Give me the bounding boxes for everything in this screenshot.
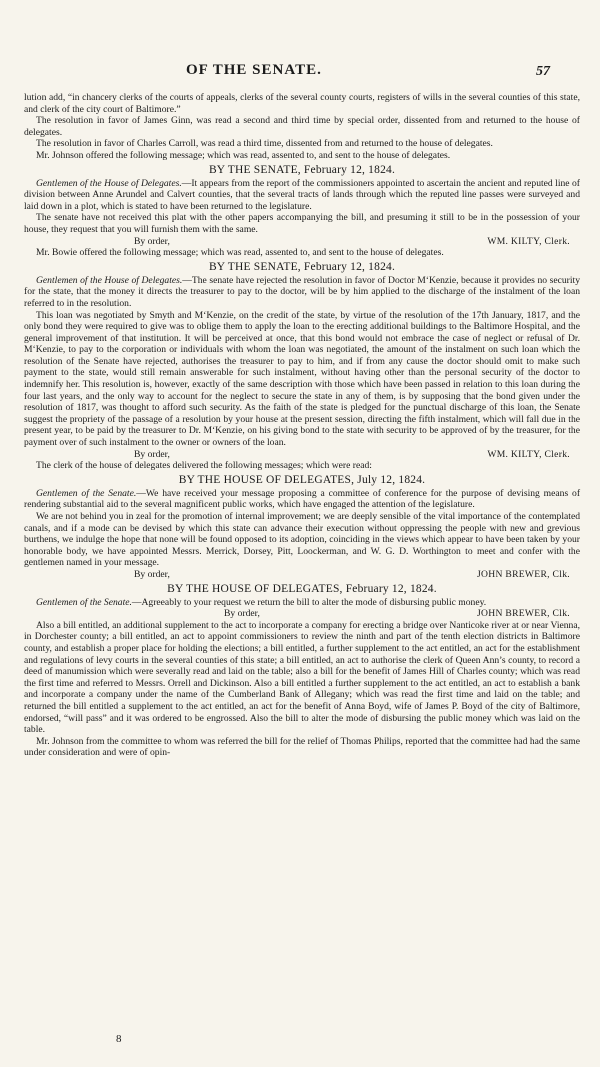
message-heading: BY THE SENATE, February 12, 1824. — [208, 260, 396, 273]
signer: JOHN BREWER, Clk. — [476, 608, 570, 620]
by-order: By order, — [134, 568, 170, 580]
signature-mark: 8 — [116, 1033, 122, 1045]
message-body: This loan was negotiated by Smyth and M‘Kenzie, on the credit of the state, by virtue of the resolution of the 17th January, 1817, and the only bond they were required to give was to oblige them to apply the loan to the erecting additional buildings to the Baltimore Hospital, and the general improvement of that institution. It will be perceived at once, that this bond would not embrace the case of neglect or refusal of Dr. M‘Kenzie, to pay to the corporation or individuals with whom the loan was negotiated, the amount of the instalment on such loan which the resolution of the Senate have rejected, authorises the treasurer to pay to him, and if from any cause the doctor should omit to make such payment to the state, would still remain answerable for such instalment, without having other than the personal security of the doctor to indemnify her. This resolution is, however, exactly of the same description with those which have been passed in relation to this loan during the four last years, and the only way to account for the neglect to secure the state in any of them, is by supposing that the bond given under the resolution of 1817, was thought to afford such security. As the faith of the state is pledged for the punctual discharge of this loan, the Senate suggest the propriety of the passage of a resolution by your house at the present session, directing the fifth instalment, which will fall due in the present year, to be paid by the treasurer to Dr. M‘Kenzie, on his giving bond to the state with security to be approved of by the treasurer, for the payment over of such instalment to the owner or owners of the loan. — [24, 309, 580, 449]
paragraph: The clerk of the house of delegates delivered the following messages; which were read: — [36, 460, 372, 472]
message-body: The senate have not received this plat with the other papers accompanying the bill, and presuming it still to be in the possession of your house, they request that you will furnish them with the same. — [24, 212, 580, 235]
message-body — [24, 488, 580, 511]
paragraph: The resolution in favor of Charles Carroll, was read a third time, dissented from and returned to the house of delegates. — [36, 138, 493, 150]
salutation: Gentlemen of the House of Delegates. — [36, 274, 183, 286]
signature-line — [24, 449, 580, 461]
paragraph: Mr. Johnson offered the following message; which was read, assented to, and sent to the house of delegates. — [36, 149, 451, 161]
signer: WM. KILTY, Clerk. — [487, 235, 570, 247]
page-number: 57 — [536, 64, 550, 79]
salutation: Gentlemen of the House of Delegates. — [36, 177, 182, 189]
paragraph: Mr. Bowie offered the following message; which was read, assented to, and sent to the house of delegates. — [36, 247, 444, 259]
paragraph: Mr. Johnson from the committee to whom was referred the bill for the relief of Thomas Philips, reported that the committee had had the same under consideration and were of opin- — [24, 735, 580, 759]
message-heading: BY THE HOUSE OF DELEGATES, July 12, 1824. — [178, 473, 426, 486]
message-text: —It appears from the report of the commissioners appointed to ascertain the ancient and reputed line of division between Anne Arundel and Calvert counties, that the several tracts of lands through which the reputed line passes were surveyed and laid down in a plot, which is stated to have been returned to the legislature. — [24, 177, 580, 212]
paragraph: Also a bill entitled, an additional supplement to the act to incorporate a company for erecting a bridge over Nanticoke river at or near Vienna, in Dorchester county; a bill entitled, an act to appoint commissioners to review the ninth and part of the tenth election districts in Baltimore county, and establish a proper place for holding the elections; a bill entitled, a further supplement to the act entitled, an act for the establishment and regulations of levy courts in the several counties of this state; a bill entitled, an act to authorise the clerk of Queen Ann’s county, to record a deed of manumission which were severally read and laid on the table; also a bill for the benefit of James Hill of Charles county; which was read the first time and referred to Messrs. Orrell and Dickinson. Also a bill entitled a further supplement to the act entitled, an act to establish a bank and incorporate a company under the name of the Cumberland Bank of Allegany; which was read the first time and laid on the table; and returned the bill entitled a supplement to the act entitled, an act for the benefit of Anna Boyd, wife of James P. Boyd of the city of Baltimore, endorsed, “will pass” and it was ordered to be engrossed. Also the bill to alter the mode of disbursing the public money which was laid on the table. — [24, 619, 580, 736]
message-text: —Agreeably to your request we return the bill to alter the mode of disbursing public money. — [131, 596, 487, 608]
salutation: Gentlemen of the Senate. — [36, 487, 137, 499]
message-body — [24, 597, 580, 609]
signer: JOHN BREWER, Clk. — [476, 568, 570, 580]
message-text: —We have received your message proposing a committee of conference for the purpose of devising means of rendering substantial aid to the several magnificent public works, which have engaged the attention of the legislature. — [24, 487, 581, 511]
by-order: By order, — [224, 608, 260, 620]
message-heading: BY THE HOUSE OF DELEGATES, February 12, 1824. — [167, 582, 437, 595]
message-body: We are not behind you in zeal for the promotion of internal improvement; we are deeply sensible of the vital importance of the contemplated canals, and if a mode can be devised by which this state can advance their execution without oppressing the people with new and grevious burthens, we indulge the hope that none will be found opposed to its adoption, coinciding in the views which appear to have been taken by your honorable body, we have appointed Messrs. Merrick, Dorsey, Pitt, Loockerman, and W. G. D. Worthington to meet and confer with the gentlemen named in your message. — [24, 511, 580, 569]
paragraph: The resolution in favor of James Ginn, was read a second and third time by special order, dissented from and returned to the house of delegates. — [24, 115, 580, 138]
signature-line — [24, 608, 580, 620]
signature-line — [24, 569, 580, 581]
signer: WM. KILTY, Clerk. — [487, 448, 570, 460]
message-text: —The senate have rejected the resolution in favor of Doctor M‘Kenzie, because it provides no security for the state, that the money it directs the treasurer to pay to the doctor, will be by him applied to the discharge of the instalment of the loan referred to in the resolution. — [24, 274, 580, 309]
by-order: By order, — [134, 235, 170, 247]
paragraph: lution add, “in chancery clerks of the courts of appeals, clerks of the several county courts, registers of wills in the several counties of this state, and clerk of the city court of Baltimore.” — [24, 92, 580, 115]
message-heading: BY THE SENATE, February 12, 1824. — [208, 163, 396, 176]
message-body — [24, 275, 580, 310]
page-body — [24, 92, 580, 759]
message-body — [24, 178, 580, 213]
salutation: Gentlemen of the Senate. — [36, 596, 132, 608]
signature-line — [24, 236, 580, 248]
running-head: OF THE SENATE. — [186, 62, 322, 78]
by-order: By order, — [134, 448, 170, 460]
